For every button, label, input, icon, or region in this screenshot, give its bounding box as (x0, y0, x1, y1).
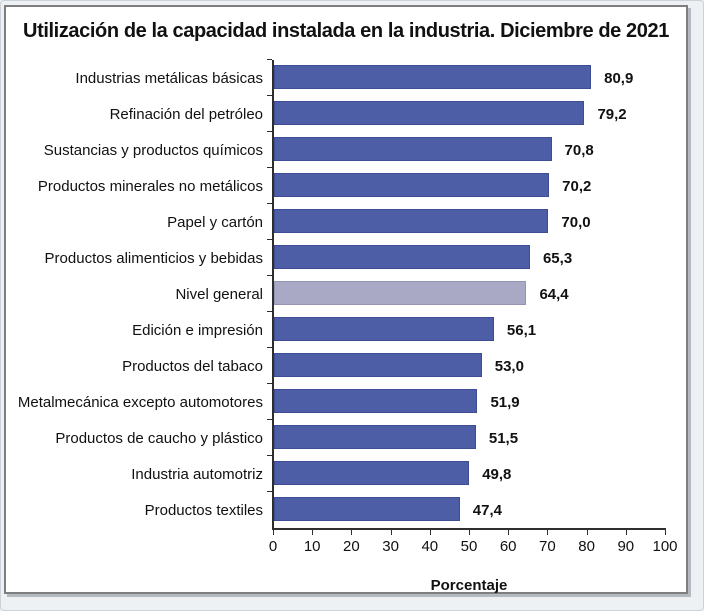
bar-track (272, 492, 666, 528)
x-tick-mark (391, 530, 392, 535)
x-tick-mark (547, 530, 548, 535)
bar (274, 461, 469, 485)
x-tick-label: 0 (268, 538, 278, 555)
bar (274, 101, 584, 125)
value-label: 70,8 (564, 141, 594, 159)
x-tick-label: 30 (382, 538, 399, 555)
bar-row (6, 60, 666, 96)
bar-track (272, 168, 666, 204)
x-tick-mark (273, 530, 274, 535)
x-tick-mark (665, 530, 666, 535)
value-label: 65,3 (542, 249, 573, 267)
bar (274, 137, 552, 161)
bar-row (6, 276, 666, 312)
value-label: 80,9 (604, 69, 634, 87)
bar-chart (6, 60, 686, 600)
bar-row (6, 96, 666, 132)
bar-row (6, 348, 666, 384)
x-tick-mark (312, 530, 313, 535)
bar (274, 245, 530, 269)
value-label: 64,4 (539, 285, 569, 303)
value-label: 51,5 (488, 429, 519, 447)
category-label: Sustancias y productos químicos (43, 141, 263, 159)
bar-row (6, 420, 666, 456)
bar-track (272, 60, 666, 96)
bar (274, 209, 548, 233)
bar-track (272, 312, 666, 348)
x-tick-mark (587, 530, 588, 535)
x-axis-labels (268, 538, 678, 556)
bar-row (6, 168, 666, 204)
bar (274, 65, 591, 89)
category-label: Industria automotriz (131, 465, 263, 483)
value-label: 53,0 (494, 357, 524, 375)
bar (274, 389, 477, 413)
x-axis-title: Porcentaje (430, 577, 508, 594)
bar-track (272, 348, 666, 384)
x-tick-label: 10 (303, 538, 321, 555)
category-label: Edición e impresión (132, 321, 263, 339)
bar-track (272, 276, 666, 312)
bar (274, 281, 526, 305)
x-tick-label: 40 (421, 538, 439, 555)
bar-row (6, 312, 666, 348)
value-label: 56,1 (506, 321, 537, 339)
x-tick-mark (626, 530, 627, 535)
bar-track (272, 132, 666, 168)
bar (274, 173, 549, 197)
value-label: 70,0 (561, 213, 591, 231)
x-tick-mark (430, 530, 431, 535)
x-axis-ticks (273, 530, 665, 535)
category-label: Refinación del petróleo (109, 105, 263, 123)
bar-row (6, 132, 666, 168)
bar (274, 353, 482, 377)
bar-row (6, 240, 666, 276)
category-label: Industrias metálicas básicas (75, 69, 263, 87)
category-label: Papel y cartón (167, 213, 263, 231)
bar-row (6, 456, 666, 492)
bar-track (272, 420, 666, 456)
x-tick-mark (469, 530, 470, 535)
value-label: 79,2 (597, 105, 627, 123)
bar-track (272, 384, 666, 420)
bar-row (6, 204, 666, 240)
bar-track (272, 456, 666, 492)
value-label: 51,9 (490, 393, 520, 411)
x-tick-label: 100 (652, 538, 678, 555)
bar (274, 317, 494, 341)
chart-title: Utilización de la capacidad instalada en la industria. Diciembre de 2021 (23, 20, 669, 42)
value-label: 47,4 (472, 501, 502, 519)
x-tick-label: 90 (617, 538, 635, 555)
bar-row (6, 492, 666, 528)
bar-track (272, 96, 666, 132)
category-label: Nivel general (175, 285, 263, 303)
value-label: 49,8 (482, 465, 512, 483)
chart-panel (4, 5, 688, 594)
x-tick-label: 70 (539, 538, 556, 555)
value-label: 70,2 (562, 177, 592, 195)
category-label: Productos textiles (144, 501, 263, 519)
category-label: Productos del tabaco (122, 357, 263, 375)
bar-rows (6, 60, 666, 528)
bar (274, 425, 476, 449)
x-tick-label: 50 (460, 538, 478, 555)
bar-track (272, 204, 666, 240)
category-label: Metalmecánica excepto automotores (17, 393, 263, 411)
category-label: Productos alimenticios y bebidas (44, 249, 263, 267)
x-tick-mark (351, 530, 352, 535)
bar-track (272, 240, 666, 276)
bar-row (6, 384, 666, 420)
category-label: Productos minerales no metálicos (37, 177, 263, 195)
x-tick-mark (508, 530, 509, 535)
category-label: Productos de caucho y plástico (55, 429, 263, 447)
bar (274, 497, 460, 521)
x-tick-label: 20 (343, 538, 360, 555)
x-tick-label: 60 (499, 538, 517, 555)
x-tick-label: 80 (578, 538, 595, 555)
